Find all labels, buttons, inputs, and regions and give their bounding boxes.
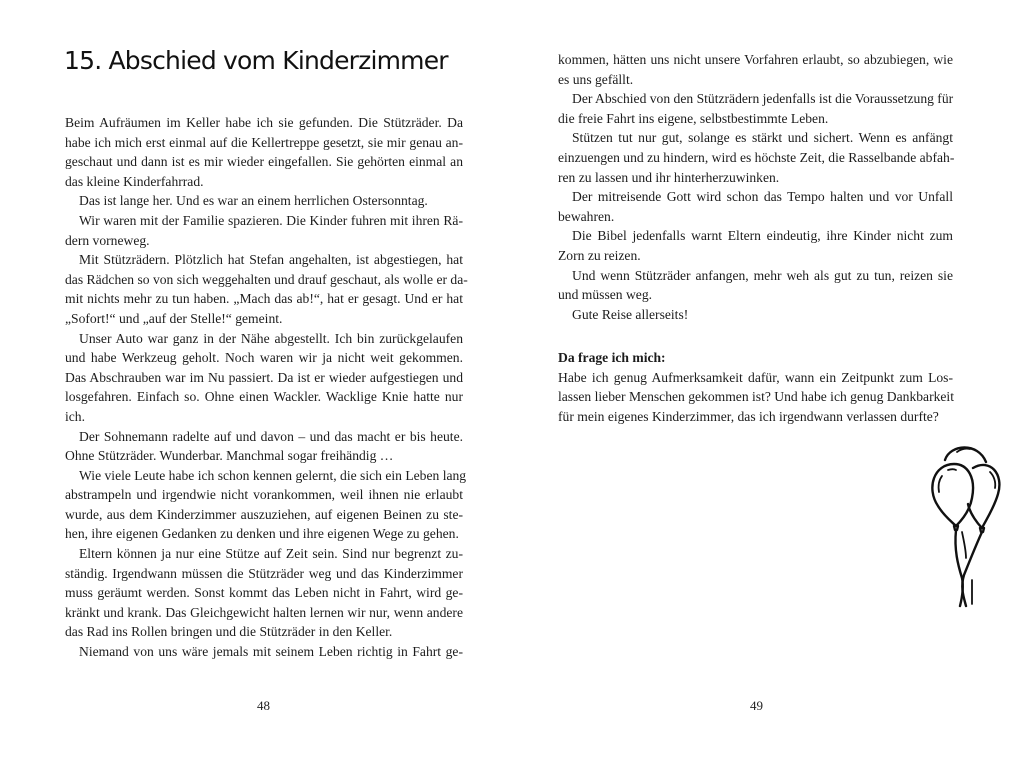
text-line: Beim Aufräumen im Keller habe ich sie gefunden. Die Stützräder. Da — [65, 115, 463, 130]
text-line: Der mitreisende Gott wird schon das Tempo halten und vor Unfall — [572, 189, 953, 205]
text-line: Gute Reise allerseits! — [572, 306, 689, 322]
text-line: das Rad ins Rollen bringen und die Stützräder in den Keller. — [65, 624, 393, 640]
text-line: Unser Auto war ganz in der Nähe abgestellt. Ich bin zurückgelaufen — [79, 330, 463, 346]
reflection-line: für mein eigenes Kinderzimmer, das ich irgendwann verlassen durfte? — [558, 408, 939, 424]
text-line: mit nichts mehr zu tun haben. „Mach das ab!“, hat er gesagt. Und er hat — [65, 291, 463, 307]
text-line: Das Abschrauben war im Nu passiert. Da ist er wieder aufgestiegen und — [65, 369, 463, 385]
text-line: muss geräumt werden. Sonst kommt das Leben nicht in Fahrt, wird ge- — [65, 585, 463, 601]
text-line: das kleine Kinderfahrrad. — [65, 173, 204, 189]
paragraph — [65, 191, 463, 211]
paragraph — [65, 642, 463, 662]
paragraph — [65, 113, 463, 191]
paragraph — [558, 305, 953, 325]
paragraph — [558, 226, 953, 265]
text-line: „Sofort!“ und „auf der Stelle!“ gemeint. — [65, 310, 283, 326]
text-line: ren zu lassen und ihr hinterherzuwinken. — [558, 169, 780, 185]
text-line: habe ich mich erst einmal auf die Kellertreppe gesetzt, sie mir genau an- — [65, 134, 463, 150]
text-line: Der Sohnemann radelte auf und davon – und das macht er bis heute. — [79, 428, 463, 444]
page-number-right: 49 — [750, 698, 763, 713]
text-line: einzuengen und zu hindern, wird es höchste Zeit, die Rasselbande abfah- — [558, 149, 955, 165]
right-page — [510, 0, 1020, 769]
balloons-icon — [928, 440, 1008, 610]
text-line: kränkt und krank. Das Gleichgewicht halten lernen wir nur, wenn andere — [65, 604, 463, 620]
text-line: geschaut und dann ist es mir wieder eingefallen. Sie gehörten einmal an — [65, 154, 463, 170]
paragraph — [65, 427, 463, 466]
left-page-body-text — [65, 113, 468, 662]
text-line: abstrampeln und irgendwie nicht vorankommen, weil ihnen nie erlaubt — [65, 487, 463, 503]
reflection-line: lassen lieber Menschen gekommen ist? Und habe ich genug Dankbarkeit — [558, 389, 954, 405]
reflection-line: Habe ich genug Aufmerksamkeit dafür, wann ein Zeitpunkt zum Los- — [558, 369, 953, 385]
text-line: Das ist lange her. Und es war an einem herrlichen Ostersonntag. — [79, 193, 428, 209]
paragraph — [558, 89, 953, 128]
text-line: Mit Stützrädern. Plötzlich hat Stefan angehalten, ist abgestiegen, hat — [79, 252, 463, 268]
reflection-heading: Da frage ich mich: — [558, 350, 666, 365]
text-line: und müssen weg. — [558, 287, 653, 303]
text-line: dern vorneweg. — [65, 232, 150, 248]
page-number-left: 48 — [257, 698, 270, 713]
text-line: Niemand von uns wäre jemals mit seinem Leben richtig in Fahrt ge- — [79, 644, 463, 660]
text-line: Wie viele Leute habe ich schon kennen gelernt, die sich ein Leben lang — [79, 467, 467, 483]
text-line: kommen, hätten uns nicht unsere Vorfahren erlaubt, so abzubiegen, wie — [558, 52, 953, 67]
text-line: es uns gefällt. — [558, 71, 634, 87]
text-line: losgefahren. Einfach so. Ohne einen Wackler. Wacklige Knie hatte nur — [65, 389, 463, 405]
text-line: Die Bibel jedenfalls warnt Eltern eindeutig, ihre Kinder nicht zum — [572, 228, 953, 244]
text-line: Eltern können ja nur eine Stütze auf Zeit sein. Sind nur begrenzt zu- — [79, 546, 463, 562]
paragraph — [65, 211, 463, 250]
text-line: ich. — [65, 408, 86, 424]
paragraph — [65, 250, 468, 328]
right-page-body-text — [558, 50, 953, 324]
text-line: hen, ihre eigenen Gedanken zu denken und ihre eigenen Wege zu gehen. — [65, 526, 459, 542]
paragraph — [65, 329, 463, 427]
paragraph — [65, 544, 463, 642]
text-line: Ohne Stützräder. Wunderbar. Manchmal sogar freihändig … — [65, 448, 394, 464]
text-line: Zorn zu reizen. — [558, 247, 641, 263]
text-line: Stützen tut nur gut, solange es stärkt und sichert. Wenn es anfängt — [572, 130, 953, 146]
text-line: ständig. Irgendwann müssen die Stützräder weg und das Kinderzimmer — [65, 565, 463, 581]
text-line: und habe Werkzeug geholt. Noch waren wir ja nicht weit gekommen. — [65, 350, 463, 366]
paragraph — [558, 128, 953, 187]
text-line: das Rädchen so von sich weggehalten und drauf geschaut, als wolle er da- — [65, 271, 468, 287]
text-line: wurde, aus dem Kinderzimmer auszuziehen, auf eigenen Beinen zu ste- — [65, 506, 463, 522]
paragraph — [558, 50, 953, 89]
text-line: die freie Fahrt ins eigene, selbstbestimmte Leben. — [558, 110, 829, 126]
paragraph — [558, 266, 953, 305]
reflection-box — [558, 348, 953, 426]
text-line: Der Abschied von den Stützrädern jedenfalls ist die Voraussetzung für — [572, 91, 954, 107]
chapter-title: 15. Abschied vom Kinderzimmer — [64, 46, 448, 75]
paragraph — [65, 466, 467, 544]
text-line: Und wenn Stützräder anfangen, mehr weh als gut zu tun, reizen sie — [572, 267, 953, 283]
text-line: bewahren. — [558, 208, 615, 224]
paragraph — [558, 187, 953, 226]
text-line: Wir waren mit der Familie spazieren. Die Kinder fuhren mit ihren Rä- — [79, 212, 463, 228]
